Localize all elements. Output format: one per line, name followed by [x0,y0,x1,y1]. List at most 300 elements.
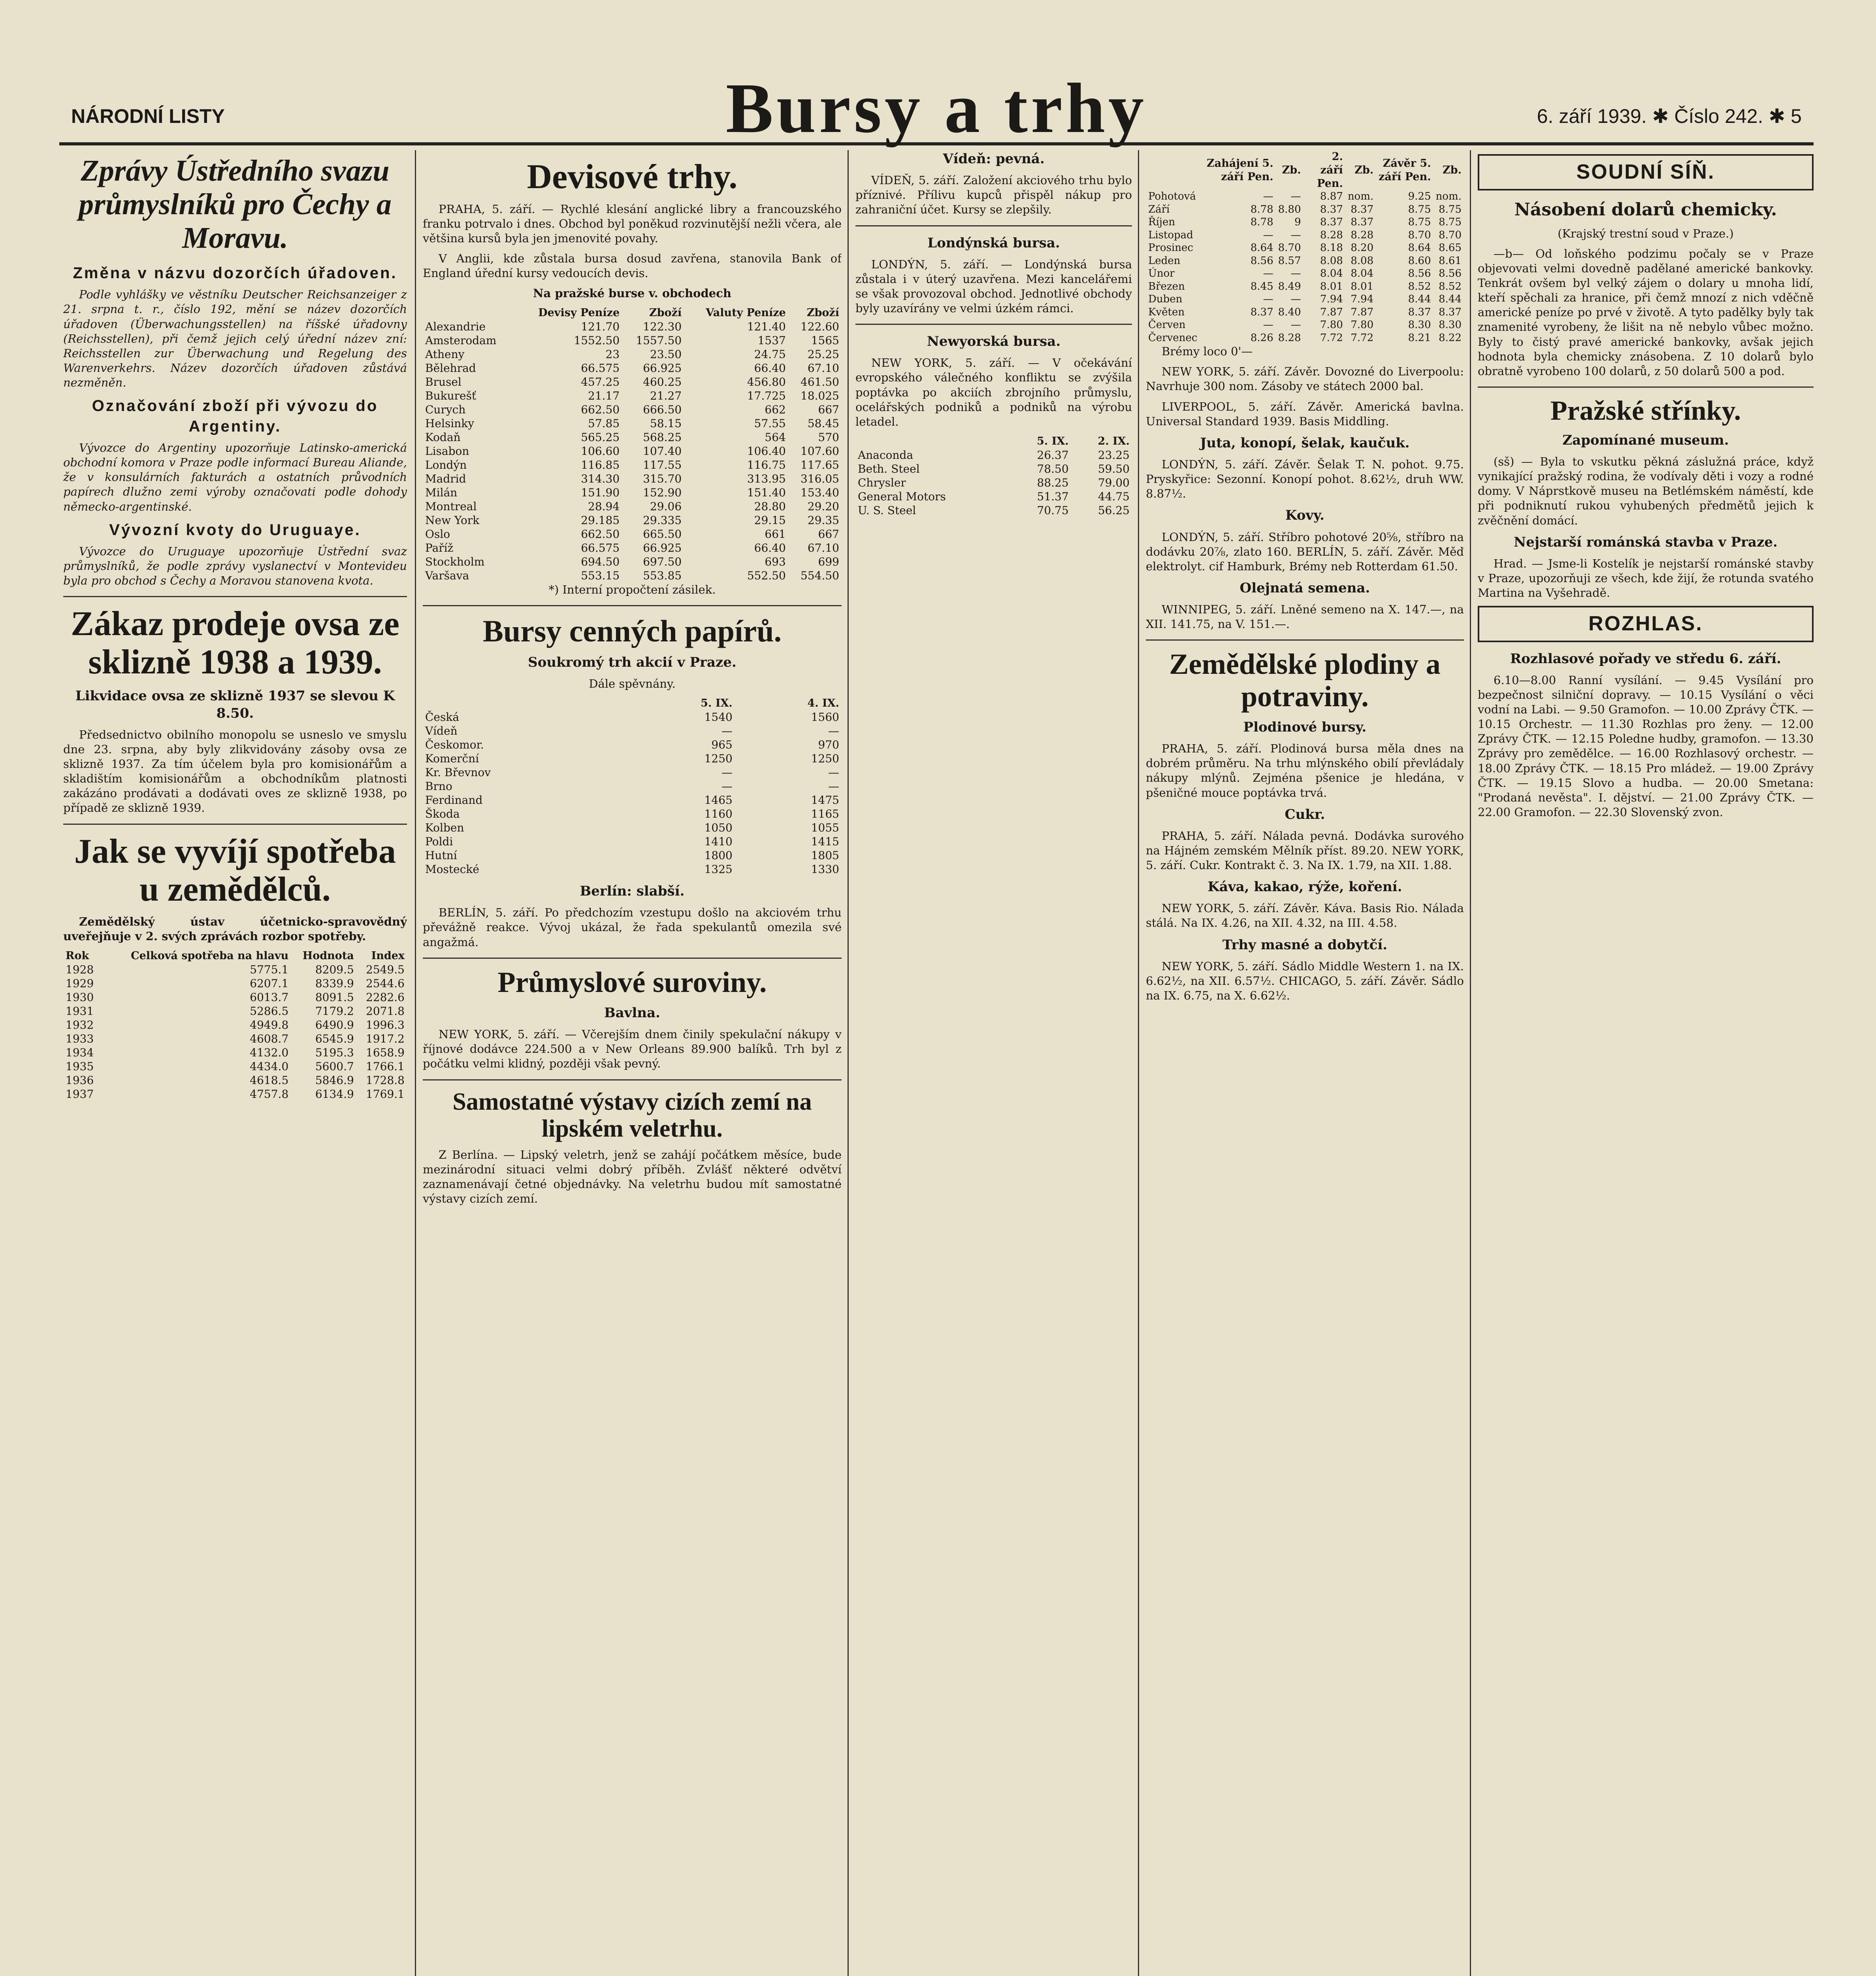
table-cell: 8.78 [1250,216,1273,228]
table-title: Na pražské burse v. obchodech [533,287,731,300]
table-cell: 1996.3 [366,1018,405,1032]
article-text: NEW YORK, 5. září. Sádlo Middle Western 1. na IX. 6.62½, na XII. 6.57½. CHICAGO, 5. září. Závěr. Sádlo na IX. 6.75, na X. 6.62½. [1146,959,1464,1002]
table-cell: 1325 [704,863,733,876]
table-cell: 8091.5 [315,991,354,1004]
table-cell: 8.30 [1439,319,1462,331]
table-cell: Amsterodam [425,334,497,347]
article-text: WINNIPEG, 5. září. Lněné semeno na X. 147.—, na XII. 141.75, na V. 151.—. [1146,603,1464,631]
table-cell: 461.50 [801,375,839,389]
table-row [855,448,1132,462]
table-cell: 4618.5 [250,1074,289,1087]
article-title: Jak se vyvíjí spotřeba u zemědělců. [74,832,396,909]
table-header: 2. IX. [1098,435,1130,447]
table-row [423,766,842,779]
table-cell: Mostecké [425,863,479,876]
table-cell: 8.21 [1408,332,1431,344]
article-text: (sš) — Byla to vskutku pěkná záslužná práce, když vynikající pražský rodina, že vodívaly děti i vozy a rodné domy. V Náprstkově museu na Betlémském náměstí, kde při podniknutí rukou vyhubených předmětů jejich k zvěčnění domácí. [1478,455,1814,527]
radio-box-heading: ROZHLAS. [1478,606,1814,642]
table-cell: Ferdinand [425,794,483,807]
table-row [423,821,842,835]
article-text: LONDÝN, 5. září. — Londýnská bursa zůstala i v úterý uzavřena. Mezi kancelářemi se však provozoval obchod. Jednotlivé obchody byly uzavírány ve velmi úzkém rámci. [855,257,1132,315]
table-cell: 8.87 [1320,190,1343,203]
table-cell: 9 [1294,216,1301,228]
table-cell: 66.40 [754,541,786,555]
table-cell: 117.55 [643,458,682,472]
table-cell: 4434.0 [250,1060,289,1073]
table-cell: 8.52 [1439,280,1462,292]
table-cell: 70.75 [1037,503,1069,517]
table-cell: 21.17 [588,389,620,403]
section-subhead: Bavlna. [604,1005,661,1021]
table-row [1146,332,1464,345]
article-title: Zprávy Ústředního svazu průmyslníků pro Čechy a Moravu. [79,154,392,255]
table-cell: 8.01 [1350,280,1374,292]
table-cell: — [721,766,733,779]
table-cell: Helsinky [425,417,475,430]
table-cell: 26.37 [1037,448,1069,462]
table-cell: — [1290,229,1301,241]
table-cell: 1560 [811,711,839,724]
table-cell: 8.56 [1250,255,1273,267]
table-row [423,513,842,527]
table-cell: 8.37 [1320,203,1343,215]
table-cell: 121.40 [747,320,786,334]
section-subhead: Trhy masné a dobytčí. [1222,937,1388,953]
article-subtitle: (Krajský trestní soud v Praze.) [1558,226,1734,240]
table-cell: 8.80 [1278,203,1301,215]
section-subhead: Newyorská bursa. [927,334,1061,350]
table-cell: 8.37 [1350,203,1374,215]
table-row [423,458,842,472]
table-cell: 66.575 [581,362,620,375]
table-cell: 1050 [704,821,733,835]
article-text: Z Berlína. — Lipský veletrh, jenž se zahájí počátkem měsíce, bude mezinárodní situaci velmi dobrý příběh. Zvlášť některé odvětví zaznamenávají četné objednávky. Na veletrhu budou mít samostatné výstavy cizích zemí. [423,1148,842,1206]
table-cell: 5286.5 [250,1005,289,1018]
table-row [63,1060,407,1073]
table-cell: 67.10 [807,541,839,555]
table-cell: 8.28 [1350,229,1374,241]
table-cell: 7.87 [1350,306,1374,318]
table-header: Zb. [1354,164,1374,176]
table-cell: 699 [818,555,839,569]
table-cell: 23.50 [650,348,682,361]
table-cell: 29.185 [581,514,620,527]
divider [423,958,842,959]
table-cell: Kolben [425,821,464,835]
table-cell: 57.85 [588,417,620,430]
table-cell: 23.25 [1098,448,1130,462]
column-4 [1146,150,1464,1976]
table-cell: 694.50 [581,555,620,569]
table-row [423,541,842,555]
table-row [63,1073,407,1087]
table-cell: 122.60 [801,320,839,334]
table-cell: 662 [765,403,786,417]
table-cell: 8.75 [1408,216,1431,228]
paper-name: NÁRODNÍ LISTY [71,105,225,127]
article-text: BERLÍN, 5. září. Po předchozím vzestupu došlo na akciovém trhu převážně reakce. Vývoj ukázal, že řada spekulantů omezila své angažmá. [423,906,842,949]
article-text: —b— Od loňského podzimu počaly se v Praze objevovati velmi dovedně padělané americké bankovky. Tenkrát ovšem byl velký zájem o dolary u mnoha lidí, kteří spěchali za hranice, při čemž mnozí z nich vděčně americké peníze po prvé v životě. A tyto padělky byly tak znamenité vyrobeny, že lišit na ně nebylo vůbec možno. Byly to čistý pravé americké bankovky, avšak jejich hodnota byla chemicky znásobena. Z 10 dolarů bylo obratně vyrobeno 100 dolarů, z 50 dolarů 500 a pod. [1478,247,1814,378]
table-header: 5. IX. [701,697,733,710]
table-row [1146,280,1464,293]
column-rule [1138,150,1139,1976]
table-cell: 8.37 [1350,216,1374,228]
table-cell: 44.75 [1098,490,1130,503]
table-cell: Atheny [425,348,465,361]
table-cell: 8.37 [1250,306,1273,318]
table-cell: 1931 [66,1005,94,1018]
section-subhead: Londýnská bursa. [927,235,1060,251]
table-cell: Českomor. [425,738,484,752]
table-cell: 1658.9 [366,1046,405,1060]
currency-table [423,306,842,583]
table-row [855,490,1132,503]
table-cell: 8.70 [1278,242,1301,254]
table-cell: 58.45 [807,417,839,430]
table-cell: Únor [1148,268,1175,280]
consumption-table [63,949,407,1101]
table-cell: 553.15 [581,569,620,583]
table-row [63,977,407,990]
table-cell: 4608.7 [250,1032,289,1046]
table-cell: 7.94 [1320,293,1343,305]
table-cell: 58.15 [650,417,682,430]
table-cell: Beth. Steel [858,462,920,475]
table-cell: 116.85 [581,458,620,472]
table-cell: 8.44 [1439,293,1462,305]
table-row [423,334,842,347]
table-cell: Kodaň [425,431,461,444]
table-cell: — [1290,268,1301,280]
divider [855,324,1132,325]
table-row [423,710,842,724]
table-cell: 122.30 [643,320,682,334]
table-cell: 1928 [66,963,94,977]
table-cell: 8.08 [1350,255,1374,267]
table-cell: Lisabon [425,445,469,458]
table-cell: Bělehrad [425,362,476,375]
table-cell: — [828,724,839,738]
table-cell: — [828,780,839,793]
table-row [855,462,1132,476]
table-header: Zahájení 5. září Pen. [1206,157,1273,183]
ny-stocks-table [855,435,1132,517]
table-header [1146,150,1200,190]
table-header: Index [371,950,405,962]
article-text: Předsednictvo obilního monopolu se usneslo ve smyslu dne 23. srpna, aby byly zlikvidovány zásoby ovsa ze sklizně 1937. Za tím účelem byla pro komisionářům a skladištím komisionářům a obchodníkům platnosti zakázáno prodávati a dodávati oves ze sklizně 1938, po případě ze sklizně 1939. [63,728,407,815]
table-cell: 1537 [757,334,786,347]
table-cell: — [1263,190,1273,203]
table-row [63,1018,407,1032]
table-cell: 667 [818,528,839,541]
table-cell: 66.925 [643,541,682,555]
table-cell: 8.70 [1439,229,1462,241]
table-header: Zboží [649,307,682,319]
table-cell: — [1263,319,1273,331]
table-cell: 693 [765,555,786,569]
table-cell: Březen [1148,280,1185,292]
table-cell: Milán [425,486,458,500]
table-header: Rok [66,950,89,962]
table-cell: 1932 [66,1018,94,1032]
table-cell: Montreal [425,500,477,513]
article-text: LONDÝN, 5. září. Závěr. Šelak T. N. pohot. 9.75. Pryskyřice: Sezonní. Konopí pohot. 8.62½, druh WW. 8.87½. [1146,457,1464,501]
table-cell: 8.75 [1408,203,1431,215]
section-subhead: Olejnatá semena. [1239,580,1370,596]
table-cell: 313.95 [747,472,786,486]
table-cell: 456.80 [747,375,786,389]
table-cell: Brusel [425,375,461,389]
table-cell: 107.60 [801,445,839,458]
table-header [855,435,1010,448]
table-cell: 2549.5 [366,963,405,977]
table-cell: Londýn [425,458,467,472]
table-cell: 8.64 [1408,242,1431,254]
table-cell: 457.25 [581,375,620,389]
table-cell: Duben [1148,293,1183,305]
table-cell: 554.50 [801,569,839,583]
table-header: 5. IX. [1037,435,1069,447]
table-row [423,375,842,389]
table-header [423,697,628,710]
column-rule [415,150,416,1976]
divider [423,605,842,606]
court-box-heading: SOUDNÍ SÍŇ. [1478,154,1814,190]
table-row [63,1032,407,1046]
column-rule [1470,150,1471,1976]
table-cell: 29.35 [807,514,839,527]
table-cell: 1935 [66,1060,94,1073]
table-cell: 18.025 [801,389,839,403]
stocks-table [423,697,842,876]
table-cell: Madrid [425,472,466,486]
article-title: Zákaz prodeje ovsa ze sklizně 1938 a 1939. [71,604,399,681]
article-subhead: Vývozní kvoty do Uruguaye. [109,521,361,539]
section-title: Bursy a trhy [725,69,1147,147]
section-subhead: Kovy. [1285,507,1324,524]
table-row [423,444,842,458]
table-row [423,500,842,513]
table-row [423,738,842,752]
table-cell: Oslo [425,528,450,541]
table-cell: Alexandrie [425,320,486,334]
table-cell: Poldi [425,835,453,848]
table-cell: Brno [425,780,452,793]
table-cell: 8.70 [1408,229,1431,241]
table-cell: — [721,780,733,793]
table-header: 2. září Pen. [1317,151,1343,190]
table-cell: 8.78 [1250,203,1273,215]
table-row [423,417,842,430]
table-cell: Listopad [1148,229,1193,241]
table-row [423,807,842,821]
table-cell: 23 [605,348,620,361]
table-cell: 1769.1 [366,1088,405,1101]
table-cell: 965 [711,738,733,752]
table-cell: 78.50 [1037,462,1069,475]
table-cell: 5195.3 [315,1046,354,1060]
section-subhead: Vídeň: pevná. [943,151,1045,167]
table-cell: — [1263,268,1273,280]
table-cell: — [828,766,839,779]
table-cell: 8.37 [1320,216,1343,228]
table-row [423,430,842,444]
table-cell: 1800 [704,849,733,862]
table-cell: 5775.1 [250,963,289,977]
article-text: PRAHA, 5. září. Nálada pevná. Dodávka surového na Hájném zemském Mělník příst. 89.20. NEW YORK, 5. září. Cukr. Kontrakt č. 3. Na IX. 1.79, na XII. 1.88. [1146,829,1464,872]
section-subhead: Berlín: slabší. [580,883,685,899]
table-cell: 8.52 [1408,280,1431,292]
table-row [423,320,842,334]
masthead [59,59,1814,145]
article-title: Bursy cenných papírů. [482,614,782,649]
table-cell: 66.40 [754,362,786,375]
table-cell: 2071.8 [366,1005,405,1018]
table-cell: 8.04 [1320,268,1343,280]
table-cell: 25.25 [807,348,839,361]
table-cell: 153.40 [801,486,839,500]
table-cell: 1917.2 [366,1032,405,1046]
table-cell: 5846.9 [315,1074,354,1087]
table-cell: 1465 [704,794,733,807]
table-row [1146,319,1464,332]
article-text: Vývozce do Uruguaye upozorňuje Ústřední svaz průmyslníků, že podle zprávy vyslanectví v Montevideu byla pro obchod s Čechy a Moravou stanovena kvota. [63,544,407,587]
table-row [1146,255,1464,268]
table-cell: 1475 [811,794,839,807]
table-cell: 4132.0 [250,1046,289,1060]
table-row [423,555,842,569]
table-row [63,1046,407,1060]
table-cell: 7.87 [1320,306,1343,318]
table-cell: 8.45 [1250,280,1273,292]
table-cell: Paříž [425,541,454,555]
article-subtitle: Nejstarší románská stavba v Praze. [1514,534,1778,550]
table-cell: 315.70 [643,472,682,486]
table-cell: — [1290,293,1301,305]
table-row [423,569,842,583]
table-cell: Červenec [1148,332,1198,344]
divider [1478,387,1814,388]
table-cell: 8.37 [1439,306,1462,318]
table-row [423,752,842,766]
table-cell: 56.25 [1098,503,1130,517]
table-header: 4. IX. [807,697,839,710]
table-cell: 8.64 [1250,242,1273,254]
table-row [423,347,842,361]
table-cell: 6134.9 [315,1088,354,1101]
divider [1146,639,1464,641]
article-text: NEW YORK, 5. září. Závěr. Káva. Basis Rio. Nálada stálá. Na IX. 4.26, na XII. 4.32, na III. 4.58. [1146,901,1464,930]
article-text: LIVERPOOL, 5. září. Závěr. Americká bavlna. Universal Standard 1939. Basis Middling. [1146,400,1464,428]
article-subtitle: Rozhlasové pořady ve středu 6. září. [1510,650,1781,667]
article-title: Násobení dolarů chemicky. [1514,199,1777,220]
table-row [423,486,842,500]
table-cell: 9.25 [1408,190,1431,203]
table-cell: Leden [1148,255,1181,267]
table-cell: 8.08 [1320,255,1343,267]
article-title: Devisové trhy. [527,158,738,196]
table-cell: 116.75 [747,458,786,472]
section-subhead: Plodinové bursy. [1243,719,1367,735]
table-cell: — [721,724,733,738]
divider [855,225,1132,226]
table-title: Soukromý trh akcií v Praze. [528,654,736,671]
article-text: LONDÝN, 5. září. Stříbro pohotové 20⅝, stříbro na dodávku 20⅞, zlato 160. BERLÍN, 5. září. Závěr. Měď elektrolyt. cif Hamburk, Brémy neb Rotterdam 61.50. [1146,530,1464,573]
table-cell: 316.05 [801,472,839,486]
table-cell: 1165 [811,807,839,821]
table-cell: 152.90 [643,486,682,500]
table-row [1146,203,1464,216]
article-text: PRAHA, 5. září. Plodinová bursa měla dnes na dobrém průměru. Na trhu mlýnského obilí převládaly nákupy mlýnů. Zejména pšenice je hledána, v pšeničné mouce poptávka trvá. [1146,742,1464,799]
table-cell: 564 [765,431,786,444]
table-cell: 1250 [704,752,733,766]
table-cell: — [1263,229,1273,241]
table-cell: 6490.9 [315,1018,354,1032]
table-cell: Prosinec [1148,242,1193,254]
table-cell: Česká [425,711,460,724]
table-cell: 662.50 [581,403,620,417]
table-cell: 8.56 [1439,268,1462,280]
table-cell: 8.44 [1408,293,1431,305]
table-header: Zb. [1282,164,1301,176]
table-cell: 7.80 [1350,319,1374,331]
table-cell: 7.94 [1350,293,1374,305]
article-title: Zemědělské plodiny a potraviny. [1169,648,1441,713]
table-cell: 59.50 [1098,462,1130,475]
table-cell: 1936 [66,1074,94,1087]
table-cell: 1410 [704,835,733,848]
table-cell: 662.50 [581,528,620,541]
column-rule [848,150,849,1976]
table-cell: 8.01 [1320,280,1343,292]
table-cell: 553.85 [643,569,682,583]
table-row [855,503,1132,517]
table-cell: 4949.8 [250,1018,289,1032]
table-cell: 666.50 [643,403,682,417]
table-cell: 1330 [811,863,839,876]
table-cell: New York [425,514,480,527]
table-row [423,472,842,486]
table-cell: 8.20 [1350,242,1374,254]
table-row [423,527,842,541]
table-row [423,835,842,848]
divider [63,824,407,825]
table-cell: 460.25 [643,375,682,389]
table-cell: 117.65 [801,458,839,472]
divider [423,1079,842,1080]
table-cell: 8.60 [1408,255,1431,267]
table-row [1146,306,1464,319]
article-text: NEW YORK, 5. září. — V očekávání evropského válečného konfliktu se zvýšila poptávka po akciích zbrojního průmyslu, ocelářských podniků a podniků na výrobu letadel. [855,356,1132,428]
table-cell: 106.40 [747,445,786,458]
table-cell: 8.75 [1439,216,1462,228]
issue-date: 6. září 1939. ✱ Číslo 242. ✱ 5 [1537,105,1802,127]
table-row [1146,190,1464,203]
table-row [423,403,842,417]
table-header: Celková spotřeba na hlavu [131,950,289,962]
table-cell: 8.61 [1439,255,1462,267]
section-subhead: Juta, konopí, šelak, kaučuk. [1200,435,1410,451]
table-row [423,862,842,876]
table-header: Devisy Peníze [538,307,620,319]
article-text: Vývozce do Argentiny upozorňuje Latinsko-americká obchodní komora v Praze podle informací Bureau Aliande, že v konsulárních fakturách a ostatních průvodních papírech dlužno zemi výroby označovati podle dohody německo-argentinské. [63,441,407,513]
table-cell: nom. [1435,190,1462,203]
table-row [423,724,842,738]
table-cell: 66.575 [581,541,620,555]
table-cell: 1565 [811,334,839,347]
table-cell: 565.25 [581,431,620,444]
table-cell: Červen [1148,319,1186,331]
